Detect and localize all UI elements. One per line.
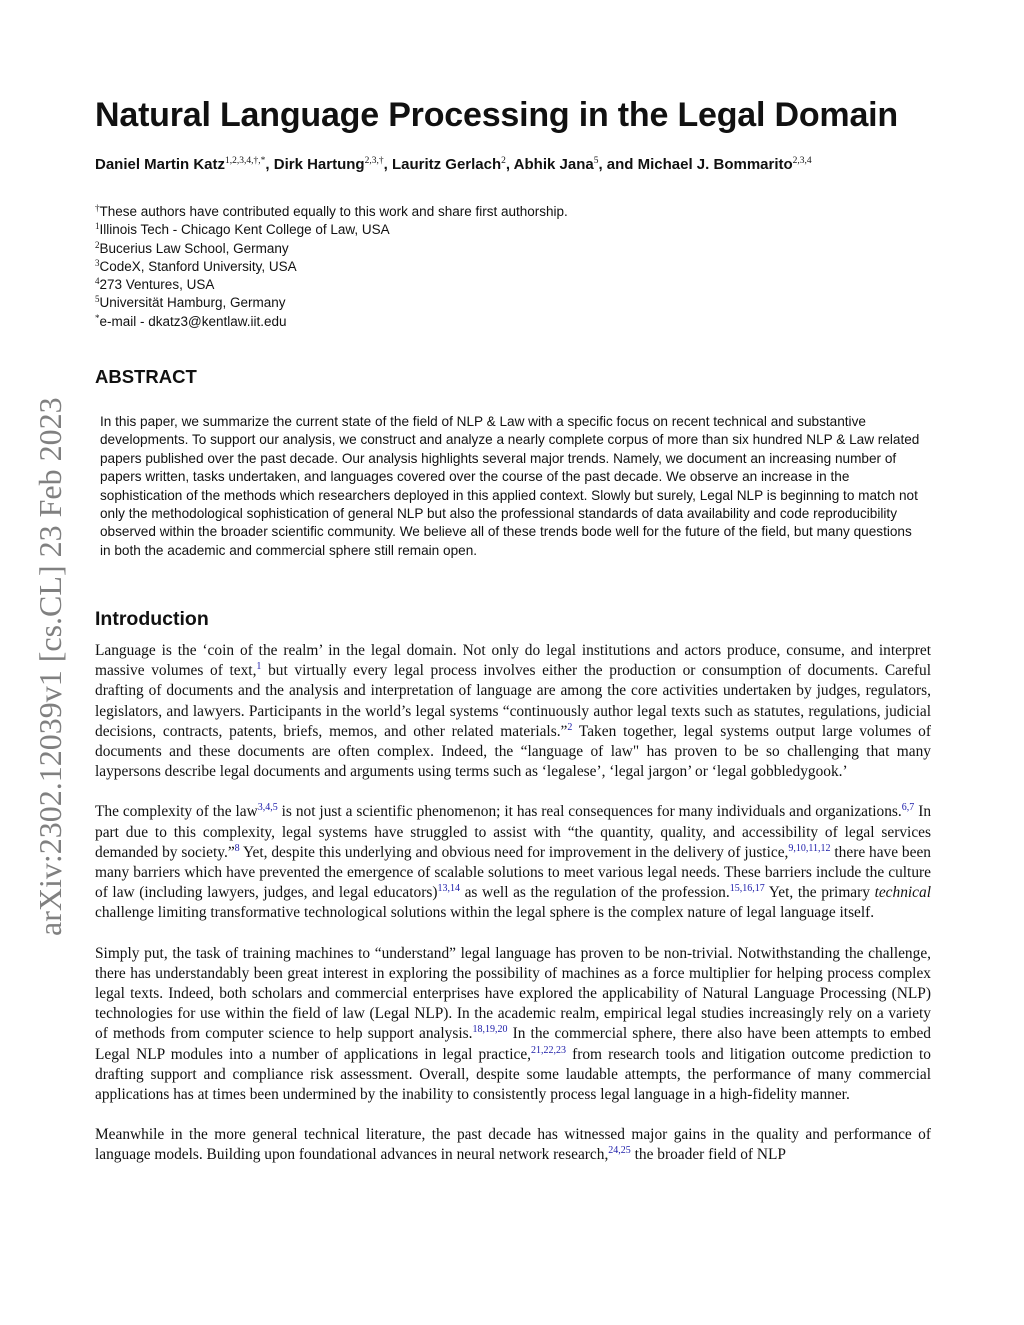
author-name: Lauritz Gerlach: [391, 156, 502, 173]
author-name: Michael J. Bommarito: [637, 156, 793, 173]
author-affiliation-marks: 2,3,†: [364, 156, 384, 166]
citation-reference: 2: [567, 721, 573, 733]
author-separator: ,: [265, 156, 274, 173]
affiliation-mark: 4: [95, 276, 100, 287]
body-text: In the commercial sphere, there also have been attempts to embed Legal NLP modules into a number of applications in legal practice,: [95, 1025, 932, 1063]
author-affiliation-marks: 2,3,4: [792, 156, 812, 166]
body-text: In part due to this complexity, legal systems have struggled to assist with “the quantity, quality, and accessibility of legal services demanded by society.”: [95, 803, 932, 861]
emphasis-text: technical: [874, 884, 931, 902]
author-separator: ,: [505, 156, 514, 173]
affiliation-mark: †: [95, 203, 100, 213]
affiliation-line: [95, 313, 931, 331]
body-text: is not just a scientific phenomenon; it has real consequences for many individuals and organizations.: [277, 803, 902, 821]
affiliation-line: [95, 221, 931, 239]
affiliation-text: Illinois Tech - Chicago Kent College of Law, USA: [99, 222, 390, 238]
citation-reference: 8: [234, 842, 240, 854]
body-paragraph: [95, 944, 931, 1106]
affiliation-mark: *: [95, 312, 100, 323]
affiliation-text: CodeX, Stanford University, USA: [99, 258, 297, 274]
affiliation-line: [95, 203, 931, 221]
citation-reference: 15,16,17: [729, 883, 765, 895]
citation-reference: 9,10,11,12: [788, 842, 831, 854]
author-affiliation-marks: 5: [593, 156, 599, 166]
citation-reference: 13,14: [437, 883, 460, 895]
affiliation-line: [95, 276, 931, 294]
affiliation-line: [95, 240, 931, 258]
citation-reference: 24,25: [608, 1145, 631, 1157]
arxiv-side-stamp-wrap: [30, 356, 70, 936]
abstract-text: In this paper, we summarize the current state of the field of NLP & Law with a specific focus on recent technical and substantive developments. To support our analysis, we construct and analyze a nearly complete corpus of more than six hundred NLP & Law related papers published over the past decade. Our analysis highlights several major trends. Namely, we document an increasing number of papers written, tasks undertaken, and languages covered over the course of the past decade. We observe an increase in the sophistication of the methods which researchers deployed in this applied context. Slowly but surely, Legal NLP is beginning to match not only the methodological sophistication of general NLP but also the professional standards of data availability and code reproducibility observed within the broader scientific community. We believe all of these trends bode well for the future of the field, but many questions in both the academic and commercial sphere still remain open.: [100, 414, 920, 558]
author-name: Daniel Martin Katz: [95, 156, 226, 173]
affiliation-mark: 3: [95, 257, 100, 268]
citation-reference: 21,22,23: [531, 1044, 566, 1056]
body-text: the broader field of NLP: [630, 1146, 786, 1164]
affiliation-line: [95, 294, 931, 312]
body-text: Simply put, the task of training machines to “understand” legal language has proven to be non-trivial. Notwithstanding the challenge, there has understandably been great interest in exploring the possibility of machines as a force multiplier for helping process complex legal texts. Indeed, both scholars and commercial enterprises have explored the applicability of Natural Language Processing (NLP) technologies for use within the field of law (Legal NLP). In the academic realm, empirical legal studies increasingly rely on a variety of methods from computer science to help support analysis.: [95, 944, 931, 1043]
citation-reference: 1: [256, 661, 262, 673]
affiliation-line: [95, 258, 931, 276]
citation-reference: 6,7: [901, 802, 915, 814]
paper-title: Natural Language Processing in the Legal Domain: [95, 96, 898, 134]
abstract-heading: ABSTRACT: [95, 366, 197, 387]
body-text: from research tools and litigation outcome prediction to drafting support and compliance risk assessment. Overall, despite some laudable attempts, the performance of many commercial applications has at times been undermined by the inability to consistently process legal language in a high-fidelity manner.: [95, 1045, 931, 1104]
citation-reference: 18,19,20: [472, 1024, 508, 1036]
body-text: but virtually every legal process involves either the production or consumption of documents. Careful drafting of documents and the analysis and interpretation of language are among the core activities undertaken by judges, regulators, legislators, and lawyers. Participants in the world’s legal systems “continuously author legal texts such as statutes, regulations, judicial decisions, contracts, patents, briefs, memos, and other related materials.”: [95, 662, 931, 740]
body-text: there have been many barriers which have prevented the emergence of scalable solutions to meet various legal needs. These barriers include the culture of law (including lawyers, judges, and legal educators): [95, 843, 931, 902]
body-text: Yet, despite this underlying and obvious need for improvement in the delivery of justice,: [239, 843, 789, 861]
body-text: The complexity of the law: [95, 803, 258, 821]
body-text: challenge limiting transformative technological solutions within the legal sphere is the complex nature of legal language itself.: [95, 904, 875, 922]
arxiv-side-stamp: arXiv:2302.12039v1 [cs.CL] 23 Feb 2023: [32, 397, 68, 936]
author-affiliation-marks: 2: [501, 156, 506, 166]
body-text: Meanwhile in the more general technical literature, the past decade has witnessed major gains in the quality and performance of language models. Building upon foundational advances in neural network research,: [95, 1126, 931, 1164]
body-text: Taken together, legal systems output large volumes of documents and these documents are often complex. Indeed, the “language of law" has proven to be so challenging that many laypersons describe legal documents and arguments using terms such as ‘legalese’, ‘legal jargon’ or ‘legal gobbledygook.’: [95, 722, 931, 781]
body-paragraph: [95, 641, 931, 782]
introduction-heading: Introduction: [95, 608, 209, 630]
body-paragraph: [95, 1125, 931, 1165]
author-name: Abhik Jana: [513, 156, 594, 173]
body-text: Language is the ‘coin of the realm’ in the legal domain. Not only do legal institutions and actors produce, consume, and interpret massive volumes of text,: [95, 642, 931, 680]
body-paragraph: [95, 802, 931, 923]
body-text: Yet, the primary: [764, 884, 875, 902]
affiliation-mark: 5: [95, 294, 100, 305]
affiliation-text: 273 Ventures, USA: [99, 277, 215, 293]
author-list: [95, 156, 975, 173]
citation-reference: 3,4,5: [257, 802, 278, 814]
affiliation-text: Bucerius Law School, Germany: [99, 240, 289, 256]
affiliation-text: Universität Hamburg, Germany: [99, 295, 286, 311]
author-separator: ,: [383, 156, 392, 173]
author-separator: , and: [598, 156, 638, 173]
affiliation-text: e-mail - dkatz3@kentlaw.iit.edu: [99, 313, 287, 329]
author-name: Dirk Hartung: [273, 156, 365, 173]
body-text: as well as the regulation of the profession.: [459, 884, 730, 902]
affiliation-mark: 2: [95, 239, 100, 250]
affiliation-mark: 1: [95, 221, 100, 232]
affiliation-list: [95, 203, 931, 331]
affiliation-text: These authors have contributed equally to this work and share first authorship.: [99, 204, 568, 219]
introduction-body: [95, 641, 931, 1186]
author-affiliation-marks: 1,2,3,4,†,*: [225, 156, 266, 166]
